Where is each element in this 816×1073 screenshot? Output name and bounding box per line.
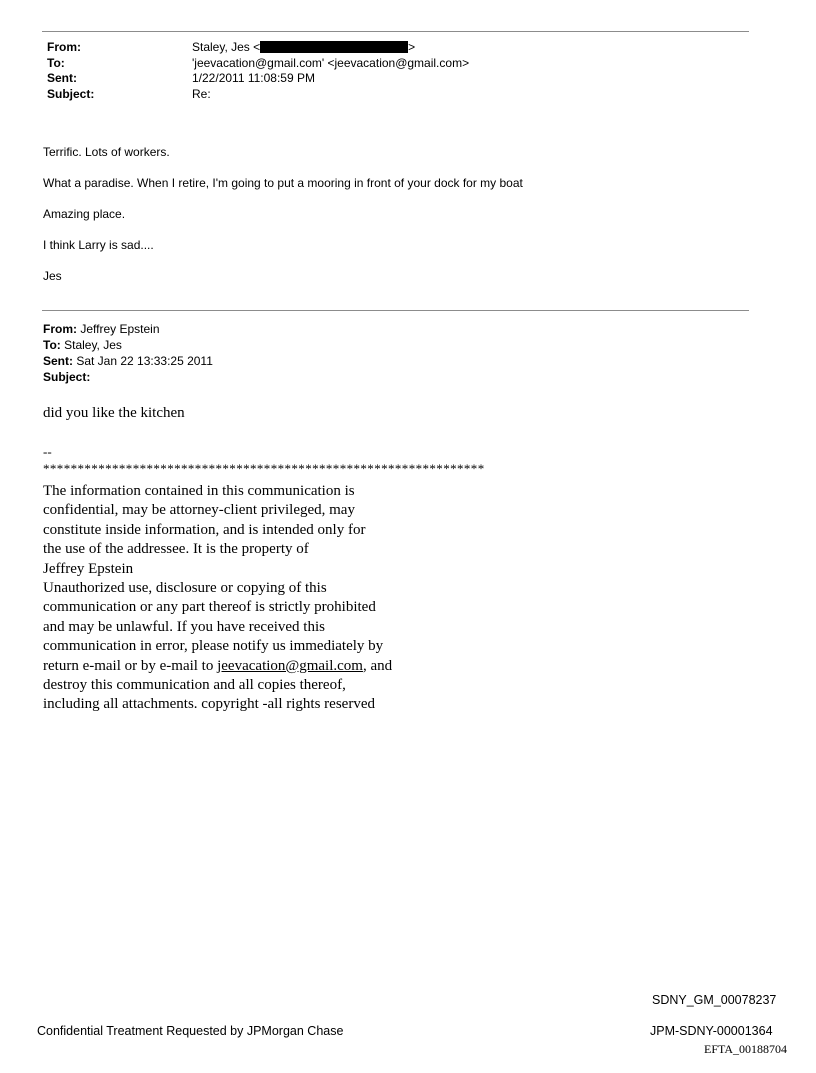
- middle-divider: [42, 310, 749, 311]
- reply-body: [43, 145, 523, 300]
- confidential-footer: Confidential Treatment Requested by JPMorgan Chase: [37, 1024, 344, 1038]
- disclaimer-line: communication or any part thereof is strictly prohibited: [43, 599, 376, 616]
- disclaimer-line: including all attachments. copyright -all rights reserved: [43, 696, 375, 713]
- orig-from-label: From:: [43, 322, 77, 336]
- bates-sdny: SDNY_GM_00078237: [652, 993, 777, 1007]
- orig-subject-label: Subject:: [43, 370, 91, 384]
- reply-line: Terrific. Lots of workers.: [43, 145, 170, 159]
- disclaimer-email-line: [43, 657, 392, 676]
- subject-label: Subject:: [47, 86, 95, 101]
- orig-from-row: [43, 321, 213, 337]
- reply-signature: Jes: [43, 269, 62, 283]
- disclaimer-line: constitute inside information, and is intended only for: [43, 521, 366, 538]
- to-value: 'jeevacation@gmail.com' <jeevacation@gmail.com>: [192, 55, 470, 70]
- redaction-bar: [260, 41, 408, 53]
- from-label: From:: [47, 40, 81, 54]
- bates-jpm: JPM-SDNY-00001364: [650, 1024, 773, 1038]
- sent-value: 1/22/2011 11:08:59 PM: [192, 71, 315, 85]
- sent-label: Sent:: [47, 71, 77, 85]
- disclaimer-email-prefix: return e-mail or by e-mail to: [43, 657, 218, 674]
- to-label: To:: [47, 55, 65, 70]
- subject-value: Re:: [192, 86, 211, 101]
- confidentiality-disclaimer: [43, 482, 392, 715]
- orig-sent-row: [43, 353, 213, 369]
- disclaimer-line: destroy this communication and all copies thereof,: [43, 677, 346, 694]
- disclaimer-line: communication in error, please notify us immediately by: [43, 638, 384, 655]
- orig-to-row: [43, 337, 213, 353]
- orig-sent-value: Sat Jan 22 13:33:25 2011: [73, 354, 213, 368]
- bates-efta: EFTA_00188704: [704, 1042, 788, 1056]
- reply-line: What a paradise. When I retire, I'm going to put a mooring in front of your dock for my boat: [43, 176, 523, 190]
- signature-dash: --: [43, 444, 52, 459]
- reply-line: Amazing place.: [43, 207, 126, 221]
- disclaimer-email-suffix: , and: [362, 657, 393, 674]
- reply-line: I think Larry is sad....: [43, 238, 154, 252]
- email-link[interactable]: jeevacation@gmail.com: [217, 657, 363, 674]
- from-value: [192, 40, 415, 56]
- disclaimer-line: Unauthorized use, disclosure or copying of this: [43, 580, 327, 597]
- disclaimer-line: the use of the addressee. It is the property of: [43, 541, 309, 558]
- orig-from-value: Jeffrey Epstein: [77, 322, 160, 336]
- orig-sent-label: Sent:: [43, 354, 73, 368]
- from-name: Staley, Jes <: [192, 40, 261, 54]
- from-close: >: [408, 40, 416, 54]
- original-header: [43, 321, 213, 385]
- original-message-body: did you like the kitchen: [43, 405, 185, 421]
- disclaimer-line: Jeffrey Epstein: [43, 560, 134, 577]
- asterisk-separator: ****************************************************************: [43, 461, 485, 476]
- disclaimer-line: and may be unlawful. If you have received this: [43, 618, 325, 635]
- disclaimer-line: confidential, may be attorney-client privileged, may: [43, 502, 355, 519]
- disclaimer-line: The information contained in this communication is: [43, 483, 355, 499]
- orig-subject-row: [43, 369, 213, 385]
- orig-to-value: Staley, Jes: [60, 338, 122, 352]
- top-divider: [42, 31, 749, 32]
- orig-to-label: To:: [43, 338, 61, 352]
